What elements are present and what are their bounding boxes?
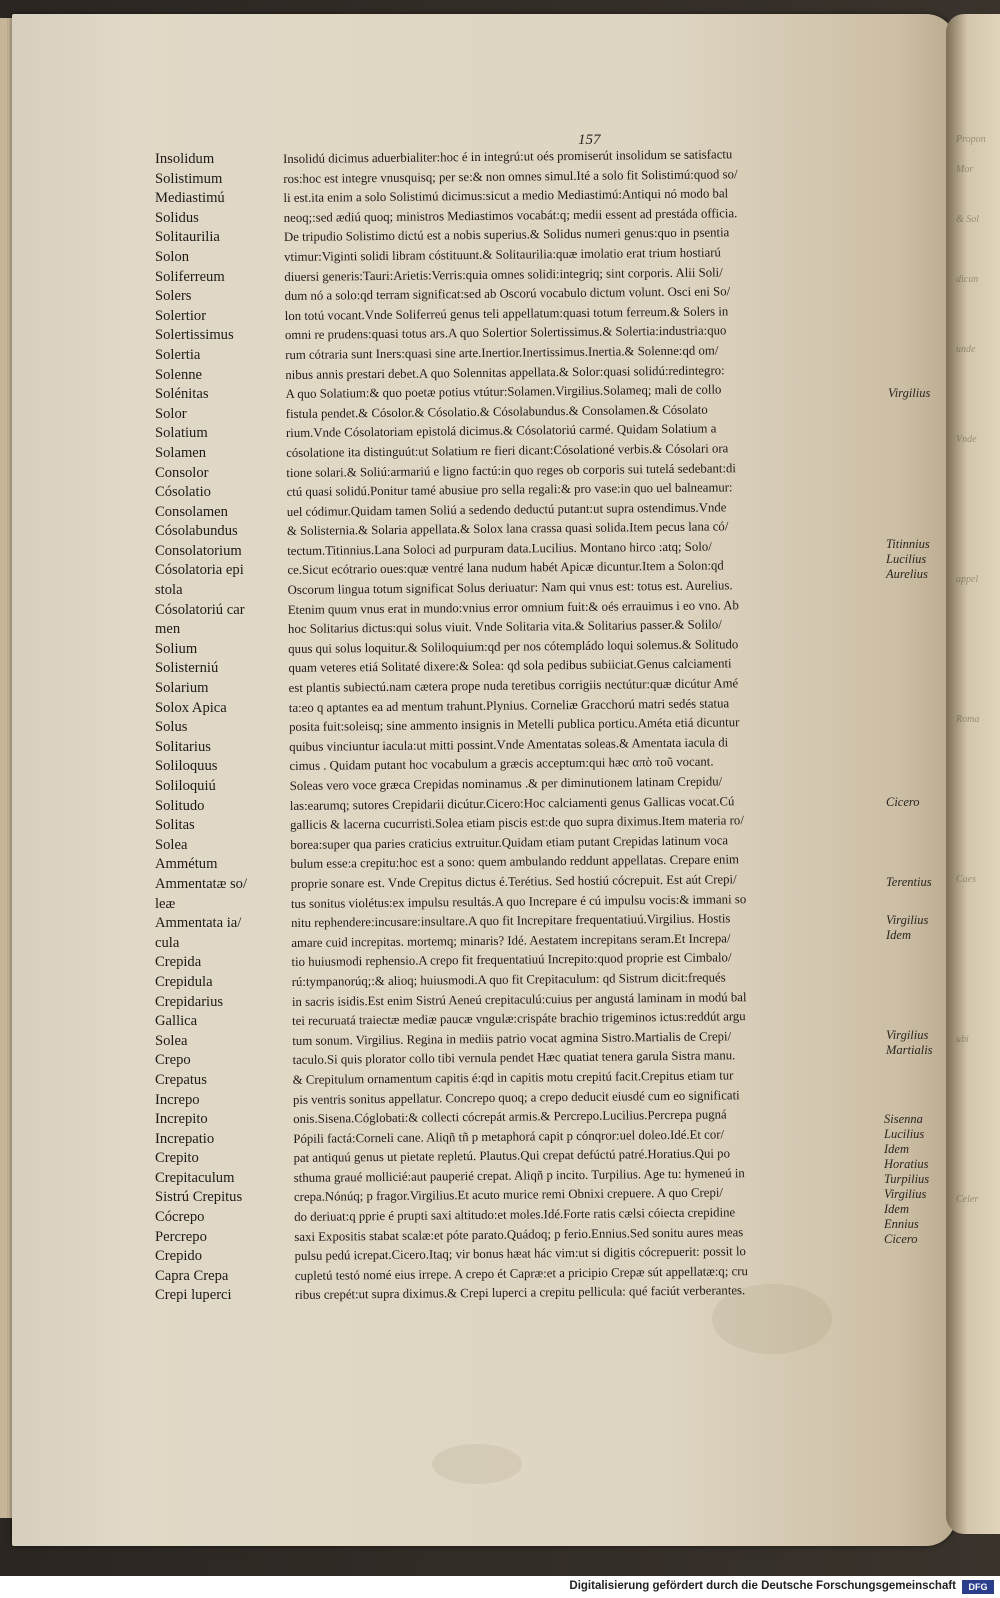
text-line: quam veteres etiá Solitaté dixere:& Solea: qd sola pedibus subiiciat.Genus calciamenti — [288, 656, 732, 676]
text-line: est plantis subiectú.nam cætera prope nuda teretibus corrigiis nectútur:quæ dicútur Amé — [288, 676, 739, 696]
text-line: Oscorum lingua totum significat Solus deriuatur: Nam qui vnus est: totus est. Aurelius. — [287, 578, 733, 598]
margin-note-6 — [886, 1028, 933, 1058]
text-line: quibus vinciuntur iacula:ut mitti possint.Vnde Amentatas soleas.& Amentata iacula di — [289, 735, 729, 754]
text-line: rium.Vnde Cósolatoriam epistolá dicimus.& Cósolatoriú carmé. Quidam Solatium a — [285, 421, 717, 441]
text-line: cimus . Quidam putant hoc vocabulum a græcis acceptum:qui hæc απὸ τοῦ vocant. — [289, 754, 714, 774]
margin-author: Horatius — [884, 1157, 929, 1171]
headword: Ammentatæ so/ — [155, 875, 248, 892]
text-line: taculo.Si quis plorator collo tibi vernula pendet Hæc quatiat tenera garula Sistra manu. — [292, 1048, 736, 1068]
margin-author: Idem — [884, 1202, 909, 1216]
text-line: rum cótraria sunt Iners:quasi sine arte.Inertior.Inertissimus.Inertia.& Solenne:qd om/ — [285, 343, 719, 362]
text-line: bulum esse:a crepitu:hoc est a sono: quem ambulando reddunt appellatas. Crepare enim — [290, 852, 739, 872]
text-line: sthuma graué mollicié:aut pauperié crepat. Aliqñ p incito. Turpilius. Age tu: hymeneú in — [293, 1166, 745, 1185]
headword: Solertior — [155, 307, 207, 324]
headword: Solenne — [155, 366, 203, 383]
headword: men — [155, 621, 181, 638]
headword: Increpito — [155, 1111, 208, 1128]
margin-author: Virgilius — [886, 1028, 929, 1042]
headword: Crepidarius — [155, 993, 224, 1010]
headword: Increpatio — [155, 1130, 215, 1147]
headword: Crepitaculum — [155, 1169, 235, 1186]
text-line: dum nó a solo:qd terram significat:sed ab Oscorú vocabulo dictum volunt. Osci eni So/ — [284, 284, 731, 304]
text-line: posita fuit:soleisq; sine ammento insignis in Metelli publica porticu.Améta etiá dicuntur — [288, 715, 740, 735]
headword: Solisterniú — [155, 660, 219, 677]
text-line: amare cuid increpitas. mortemq; minaris? Idé. Aestatem increpitans seram.Et Increpa/ — [291, 931, 731, 950]
headword: Solatium — [155, 425, 208, 442]
text-line: rú:tympanorúq;:& alioq; huiusmodi.A quo fit Crepitaculum: qd Sistrum dicit:frequés — [291, 970, 726, 989]
text-line: omni re prudens:quasi totus ars.A quo Solertior Solertissimus.& Solertia:industria:quo — [284, 323, 727, 343]
headword: Solitudo — [155, 797, 205, 814]
text-line: proprie sonare est. Vnde Crepitus dictus é.Terétius. Sed hostiú cócrepuit. Est aút Crepi/ — [290, 872, 737, 891]
headword: Ammentata ia/ — [155, 915, 242, 932]
headword: Soliloquus — [155, 758, 218, 775]
headword: Cócrepo — [155, 1209, 205, 1226]
text-line: cósolatione ita distinguút:ut Solatium re fieri dicant:Cósolationé verbis.& Cósolari ora — [286, 441, 729, 460]
text-line: tione solari.& Soliú:armariú e ligno factú:in quo reges ob corporis sui tutelá sedebant:di — [286, 460, 737, 480]
margin-note-2 — [886, 537, 930, 582]
headword: Solamen — [155, 444, 207, 461]
headword: Solitaurilia — [155, 229, 220, 246]
headword: Solon — [155, 248, 190, 265]
text-line: & Solisternia.& Solaria appellata.& Solox lana crassa quasi solida.Item pecus lana có/ — [286, 519, 729, 539]
margin-author: Martialis — [886, 1043, 933, 1057]
text-line: Insolidú dicimus aduerbialiter:hoc é in integrú:ut oés promiserút insolidum se satisfactu — [283, 147, 733, 166]
margin-author: Cicero — [884, 1232, 918, 1246]
text-line: ctú quasi solidú.Ponitur tamé abusiue pro sella regali:& pro vase:in quo uel balneamur: — [286, 480, 733, 500]
margin-author: Aurelius — [886, 567, 928, 581]
headword: Gallica — [155, 1013, 198, 1030]
dfg-credit: Digitalisierung gefördert durch die Deutsche Forschungsgemeinschaft — [569, 1580, 956, 1592]
headword: Cósolatoria epi — [155, 562, 244, 579]
headword: Consolor — [155, 464, 209, 481]
text-line: Etenim quum vnus erat in mundo:vnius error omnium fuit:& oés errauimus i eo vno. Ab — [287, 597, 739, 617]
text-line: ta:eo q aptantes ea ad mentum trahunt.Plynius. Corneliæ Gracchorú matri sedés statua — [288, 695, 730, 715]
headword: Consolatorium — [155, 542, 242, 559]
text-line: ribus crepét:ut supra diximus.& Crepi luperci a crepitu pellicula: qué faciút verberantes. — [294, 1283, 746, 1303]
headword: Crepidula — [155, 973, 213, 990]
text-line: nibus annis prestari debet.A quo Solennitas appellata.& Solor:quasi solidú:redintegro: — [285, 362, 725, 382]
text-line: Soleas vero voce græca Crepidas nominamus .& per diminutionem latinam Crepidu/ — [289, 774, 723, 793]
headword: cula — [155, 934, 180, 951]
text-line: borea:super qua paries craticius extruitur.Quidam etiam putant Crepidas latinum voca — [290, 833, 729, 852]
headword: Solitarius — [155, 738, 211, 755]
margin-author: Lucilius — [886, 552, 927, 566]
headword: Insolidum — [155, 151, 215, 167]
text-line: in sacris isidis.Est enim Sistrú Aeneú crepitaculú:cuius per angustá laminam in modú bal — [291, 989, 747, 1009]
text-line: ros:hoc est integre vnusquisq; per se:& non omnes simul.Ité a solo fit Solistimú:quod so/ — [283, 166, 738, 186]
headword: Crepido — [155, 1248, 203, 1265]
text-line: Pópili factá:Corneli cane. Aliqñ tñ p metaphorá capit p cónqror:uel doleo.Idé.Et cor/ — [293, 1127, 725, 1146]
headword: Solers — [155, 288, 192, 305]
margin-author: Turpilius — [884, 1172, 930, 1186]
text-line: tus sonitus violétus:ex impulsu resultás.A quo Increpare é cú impulsu vocis:& immani so — [290, 891, 747, 911]
headword: Cósolatio — [155, 484, 211, 501]
margin-author: Virgilius — [888, 386, 931, 400]
headword: Solarium — [155, 680, 209, 697]
margin-author: Virgilius — [884, 1187, 927, 1201]
text-line: pat antiquú genus ut pietate repletú. Plautus.Qui crepat defúctú patré.Horatius.Qui po — [293, 1146, 731, 1166]
text-line: pulsu pedú icrepat.Cicero.Itaq; vir bonus hæat hác vim:ut si digitis cócrepuerit: possit lo — [294, 1244, 746, 1264]
headword: Crepatus — [155, 1071, 207, 1088]
headword: Percrepo — [155, 1228, 207, 1245]
text-line: onis.Sisena.Cóglobati:& collecti cócrepát armis.& Percrepo.Lucilius.Percrepa pugná — [293, 1107, 727, 1127]
text-line: & Crepitulum ornamentum capitis é:qd in capitis motu crepitú facit.Crepitus etiam tur — [292, 1068, 734, 1087]
text-line: pis ventris sonitus appellatur. Concrepo quoq; a crepo deducit eiusdé cum eo significati — [292, 1087, 740, 1107]
margin-author: Sisenna — [884, 1112, 923, 1126]
text-line: gallicis & lacerna cucurristi.Solea etiam piscis est:de quo supra diximus.Item materia ro/ — [289, 813, 744, 833]
text-line: diuersi generis:Tauri:Arietis:Verris:quia omnes solidi:integriq; sint corporis. Alii Soli/ — [284, 264, 723, 284]
facing-page-edge: Propon Mor & Sol dicun unde Vnde appel Roma Caes ubi Celer — [946, 14, 1000, 1534]
headword: Crepito — [155, 1150, 199, 1167]
margin-author: Titinnius — [886, 537, 930, 551]
main-text-column — [283, 144, 895, 1306]
margin-note-3 — [886, 795, 920, 810]
headword: Solea — [155, 836, 188, 853]
margin-author: Lucilius — [884, 1127, 925, 1141]
text-line: lon totú vocant.Vnde Soliferreú genus teli appellatum:quasi totum ferreum.& Solers in — [284, 304, 729, 323]
headword: Mediastimú — [155, 190, 225, 207]
text-line: nitu rephendere:incusare:insultare.A quo fit Increpitare frequentatiuú.Virgilius. Hostis — [291, 911, 731, 931]
text-line: tum sonum. Virgilius. Regina in mediis patrio vocat agmina Sistro.Martialis de Crepi/ — [292, 1029, 732, 1048]
headword: leæ — [155, 895, 176, 912]
headword: Crepi luperci — [155, 1287, 232, 1304]
margin-author: Ennius — [884, 1217, 919, 1231]
margin-author: Cicero — [886, 795, 920, 809]
text-line: li est.ita enim a solo Solistimú dicimus:sicut a medio Mediastimú:Antiqui nó modo bal — [283, 186, 729, 206]
text-line: quus qui solus loquitur.& Soliloquium:qd per nos cótempládo loqui solemus.& Solitudo — [288, 637, 739, 656]
margin-author: Idem — [884, 1142, 909, 1156]
headword: Solitas — [155, 817, 195, 834]
text-line: tio huiusmodi rephensio.A crepo fit frequentatiuú Increpito:quod proprie est Cimbalo/ — [291, 950, 732, 970]
headword: Increpo — [155, 1091, 200, 1108]
margin-author: Virgilius — [886, 913, 929, 927]
text-line: A quo Solatium:& quo poetæ potius vtútur:Solamen.Virgilius.Solameq; mali de collo — [285, 382, 722, 402]
text-line: hoc Solitarius dictus:qui solus viuit. Vnde Solitaria vita.& Solitarius passer.& Solilo/ — [287, 617, 722, 637]
text-line: neoq;:sed ædiú quoq; ministros Mediastimos vocabát:q; medii essent ad prestáda officia. — [283, 206, 738, 225]
headword: Solidus — [155, 209, 199, 226]
folio-number: 157 — [578, 132, 601, 148]
text-line: do deriuat:q pprie é prupti saxi altitudo:et moles.Idé.Forte ratis cælsi cóiecta crepidine — [294, 1205, 736, 1225]
text-line: crepa.Nónúq; p fragor.Virgilius.Et acuto murice remi Obnixi crepuere. A quo Crepi/ — [293, 1185, 724, 1205]
text-line: cupletú testó nomé eius irrepe. A crepo ét Capræ:et a pricipio Crepæ sút appellatæ:q; cru — [294, 1264, 748, 1283]
margin-note-1 — [888, 386, 930, 401]
headword: Solium — [155, 640, 198, 657]
headword: stola — [155, 582, 183, 599]
footer-bar — [0, 1576, 1000, 1598]
text-line: saxi Expositis stabat scalæ:et póte parato.Quádoq; p ferio.Ennius.Sed sonitu aures meas — [294, 1224, 744, 1244]
headword: Ammétum — [155, 856, 218, 873]
margin-note-4 — [886, 875, 932, 890]
headword: Solus — [155, 719, 188, 736]
headword: Solor — [155, 405, 187, 422]
headword: Solertia — [155, 346, 201, 363]
headword: Crepo — [155, 1052, 191, 1069]
headword: Solénitas — [155, 386, 209, 403]
dfg-logo: DFG — [962, 1580, 994, 1594]
headword: Soliferreum — [155, 268, 225, 285]
margin-note-5 — [886, 913, 928, 943]
headword: Soliloquiú — [155, 778, 216, 794]
headword: Solertissimus — [155, 327, 234, 344]
headword: Capra Crepa — [155, 1267, 229, 1284]
headword-column — [155, 150, 273, 1306]
text-line: De tripudio Solistimo dictú est a nobis superius.& Solidus numeri genus:quo in psentia — [283, 225, 730, 245]
headword: Consolamen — [155, 503, 228, 520]
text-line: uel códimur.Quidam tamen Soliú a sedendo deductú putant:ut supra ostendimus.Vnde — [286, 500, 727, 519]
headword: Solea — [155, 1032, 188, 1049]
headword: Solistimum — [155, 170, 223, 187]
headword: Cósolatoriú car — [155, 601, 245, 618]
headword: Solox Apica — [155, 699, 227, 716]
text-line: vtimur:Viginti solidi libram cóstituunt.& Solitaurilia:quæ imolatio erat trium hostiarú — [284, 245, 721, 264]
headword: Cósolabundus — [155, 523, 238, 540]
margin-note-7 — [884, 1112, 929, 1247]
text-line: fistula pendet.& Cósolor.& Cósolatio.& Cósolabundus.& Consolamen.& Cósolato — [285, 402, 708, 421]
text-line: tectum.Titinnius.Lana Soloci ad purpuram data.Lucilius. Montano hirco :atq; Solo/ — [287, 539, 712, 558]
margin-author: Terentius — [886, 875, 932, 889]
headword: Crepida — [155, 954, 202, 971]
margin-author: Idem — [886, 928, 911, 942]
headword: Sistrú Crepitus — [155, 1189, 243, 1206]
text-line: ce.Sicut ecótrario oues:quæ ventré lana nudum habét Apicæ dicuntur.Item a Solon:qd — [287, 558, 724, 578]
text-line: las:earumq; sutores Crepidarii dicútur.Cicero:Hoc calciamenti genus Gallicas vocat.Cú — [289, 793, 735, 813]
text-line: tei recuruatá traiectæ mediæ paucæ vngulæ:crispáte brachio trigeminos ictus:reddút argu — [292, 1009, 746, 1029]
